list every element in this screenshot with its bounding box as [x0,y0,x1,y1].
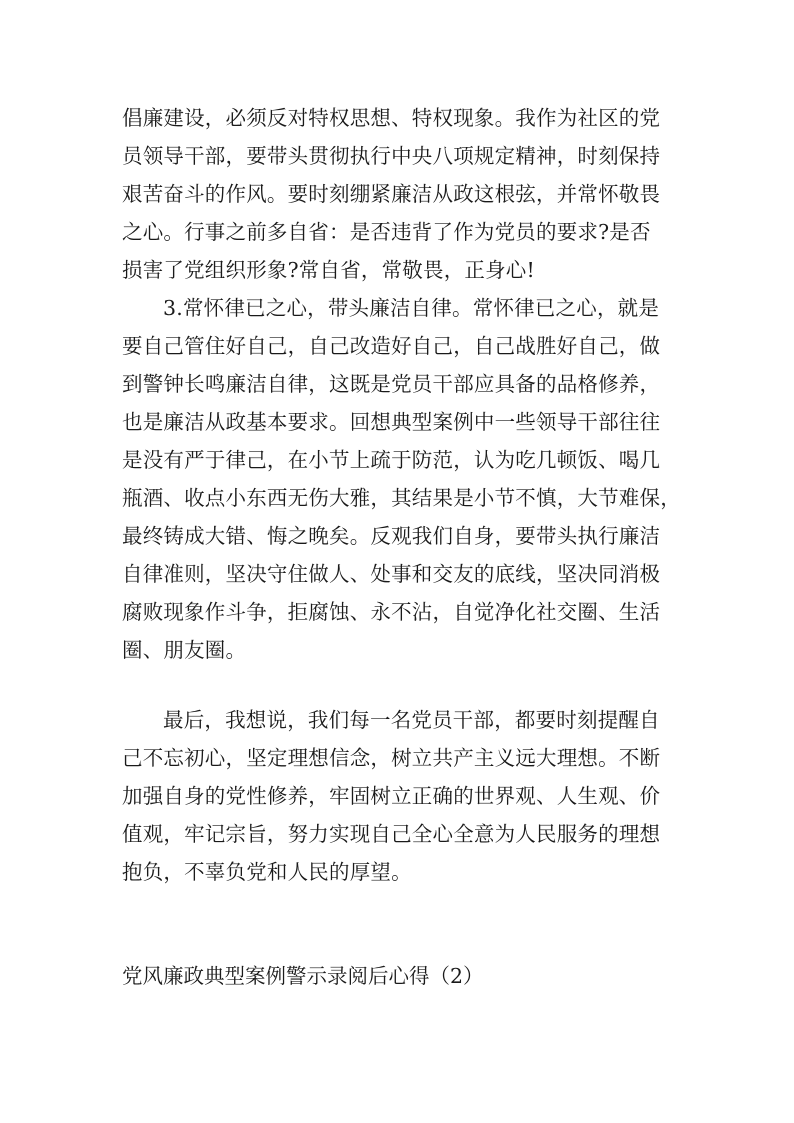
paragraph-3-line-3: 加强自身的党性修养，牢固树立正确的世界观、人生观、价 [122,784,661,808]
paragraph-2-line-3: 到警钟长鸣廉洁自律，这既是党员干部应具备的品格修养， [122,372,661,396]
paragraph-3-line-2: 己不忘初心，坚定理想信念，树立共产主义远大理想。不断 [122,746,661,770]
section-title: 党风廉政典型案例警示录阅后心得（2） [122,964,484,988]
paragraph-1-line-4: 之心。行事之前多自省：是否违背了作为党员的要求?是否 [122,220,651,244]
paragraph-1-line-3: 艰苦奋斗的作风。要时刻绷紧廉洁从政这根弦，并常怀敬畏 [122,182,661,206]
paragraph-2-line-1: 3.常怀律已之心，带头廉洁自律。常怀律已之心，就是 [163,296,660,320]
paragraph-2-line-4: 也是廉洁从政基本要求。回想典型案例中一些领导干部往往 [122,410,661,434]
paragraph-2-line-7: 最终铸成大错、悔之晚矣。反观我们自身，要带头执行廉洁 [122,524,661,548]
paragraph-1-line-1: 倡廉建设，必须反对特权思想、特权现象。我作为社区的党 [122,106,661,130]
paragraph-3-line-4: 值观，牢记宗旨，努力实现自己全心全意为人民服务的理想 [122,822,661,846]
paragraph-2-line-10: 圈、朋友圈。 [122,638,247,662]
paragraph-1-line-5: 损害了党组织形象?常自省，常敬畏，正身心! [122,258,535,282]
paragraph-2-line-5: 是没有严于律己，在小节上疏于防范，认为吃几顿饭、喝几 [122,448,661,472]
paragraph-2-line-8: 自律准则，坚决守住做人、处事和交友的底线，坚决同消极 [122,562,661,586]
paragraph-3-line-5: 抱负，不辜负党和人民的厚望。 [122,860,412,884]
paragraph-2-line-9: 腐败现象作斗争，拒腐蚀、永不沾，自觉净化社交圈、生活 [122,600,661,624]
paragraph-2-line-6: 瓶酒、收点小东西无伤大雅，其结果是小节不慎，大节难保， [122,486,681,510]
paragraph-1-line-2: 员领导干部，要带头贯彻执行中央八项规定精神，时刻保持 [122,144,661,168]
paragraph-3-line-1: 最后，我想说，我们每一名党员干部，都要时刻提醒自 [163,708,660,732]
paragraph-2-line-2: 要自己管住好自己，自己改造好自己，自己战胜好自己，做 [122,334,661,358]
